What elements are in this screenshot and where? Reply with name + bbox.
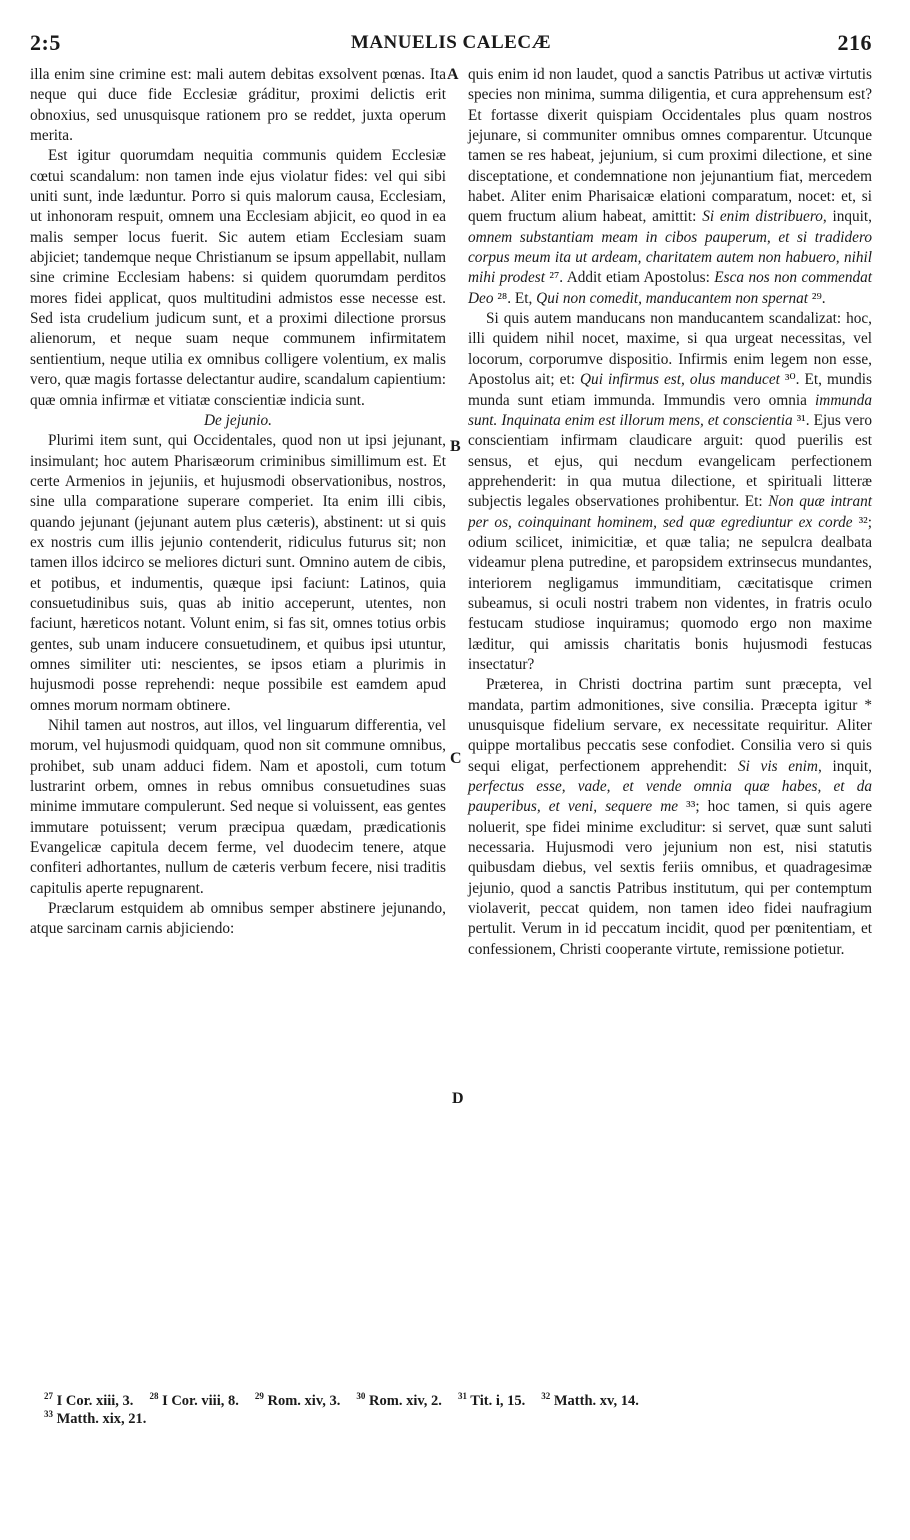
- footnote: [458, 1393, 525, 1409]
- footnote-number: 30: [356, 1391, 366, 1402]
- section-heading: De jejunio.: [204, 411, 272, 429]
- text-run: ²⁷. Addit etiam Apostolus:: [544, 269, 715, 287]
- footnote-number: 33: [44, 1409, 53, 1420]
- margin-marker-a: A: [447, 66, 459, 83]
- scripture-quote: Si vis enim: [737, 757, 818, 775]
- footnote: [44, 1393, 133, 1409]
- margin-marker-b: B: [450, 438, 461, 455]
- paragraph: Plurimi item sunt, qui Occidentales, quod non ut ipsi jejunant, insimulant; hoc autem Pharisæorum criminibus simillimum est. Et certe Armenios in jejuniis, et hujusmodi observationibus, nostros, sine ulla comparatione superare comperiet. Ita enim illi cibis, quando jejunant (jejunant autem plus cæteris), abstinent: ut si quis ex nostris cum illis jejunio contenderit, ridiculus futurus sit; non tamen illos idcirco se meliores dicturi sunt. Omnino autem de cibis, et potibus, et indumentis, quæque ipsi faciunt: Latinos, quia consuetudinibus suis, quas ab initio acceperunt, utentes, non faciunt, hæreticos notant. Volunt enim, si fas sit, omnes totius orbis gentes, sub unam inducere consuetudinem, et quibus ipsi utuntur, omnes similiter uti: nescientes, se ipsos etiam a plurimis in hujusmodi posse reprehendi: neque possibile est eamdem apud omnes morum normam obtinere.: [30, 432, 446, 714]
- footnote-reference: Rom. xiv, 2.: [365, 1393, 442, 1409]
- paragraph: Nihil tamen aut nostros, aut illos, vel linguarum differentia, vel morum, vel hujusmodi quidquam, quod non sit commune omnibus, prohibet, sub unam adduci fidem. Nam et apostoli, cum totum lustrarint orbem, omnes in rebus omnibus consuetudines suas minime immutare compulerunt. Sed neque si voluissent, eas gentes immutare potuissent; verum præcipua quædam, prædicationis Evangelicæ capitula decem ferme, vel duodecim tenere, atque confiteri adhortantes, nullum de cæteris verbum fecere, nisi traditis capitulis aperte repugnarent.: [30, 717, 446, 897]
- footnote-reference: Matth. xix, 21.: [53, 1411, 147, 1427]
- text-run: , inquit,: [817, 757, 872, 775]
- footnote: [356, 1393, 442, 1409]
- running-header: [30, 30, 872, 60]
- footnote-line-2: [44, 1410, 880, 1428]
- footnote-number: 28: [149, 1391, 159, 1402]
- footnotes: [44, 1392, 880, 1428]
- left-text-column: [30, 65, 446, 940]
- paragraph: Est igitur quorumdam nequitia communis quidem Ecclesiæ cœtui scandalum: non tamen inde ejus violatur fides: vel qui sibi uniti sunt, inde læduntur. Porro si quis malorum causa, Ecclesiam, ut inhonoram respuit, omnem una Ecclesiam abjicit, eo quod in ea malis semper locus fuerit. Sic autem etiam Ecclesiam suam abjiciet; tandemque neque Christianum se ipsum appellabit, nullam sine crimine Ecclesiam habens: si quidem quorumdam perditos mores fidei applicat, quos multitudini admistos esse necesse est. Sed ista crudelium judicum sunt, et a proximi dilectione prorsus alienorum, et neque suam neque communem infirmitatem sentientium, neque utilia ex omnibus colligere volentium, ex malis vero, quæ magis fortasse delectantur audire, scandalum capientium: quæ omnia infirmæ et vitiatæ conscientiæ indicia sunt.: [30, 147, 446, 409]
- text-run: ³⁰. Et, mundis munda sunt etiam immunda. Immundis vero omnia: [468, 371, 873, 409]
- footnote-reference: Tit. i, 15.: [466, 1393, 526, 1409]
- scripture-quote: Esca nos non commendat Deo: [468, 269, 873, 307]
- text-run: ³²; odium scilicet, inimicitiæ, et quæ talia; ne sepulcra dealbata videamur plena putredine, et paropsidem extrinsecus mundantes, interiorem negligamus immunditiam, cæcitatisque crimen subeamus, si oculi nostri trabem non videntes, in fratris oculo festucam studiose inquiramus; quomodo ergo non maxime læditur, qui amissis charitatis bonis hujusmodi festucas insectatur?: [468, 513, 872, 673]
- scripture-quote: perfectus esse, vade, et vende omnia quæ habes, et da pauperibus, et veni, sequere me: [468, 778, 872, 816]
- scripture-quote: Non quæ intrant per os, coinquinant hominem, sed quæ egrediuntur ex corde: [468, 493, 872, 531]
- footnote-separator: [30, 1384, 872, 1385]
- page-number-right: 216: [837, 30, 872, 55]
- text-run: Si quis autem manducans non manducantem scandalizat: hoc, illi quidem nihil nocet, maxime, si qua urgeat necessitas, vel locorum, corporumve dispositio. Infirmis enim legem non esse, Apostolus ait; et:: [468, 310, 872, 389]
- footnote: [255, 1393, 341, 1409]
- footnote-reference: Matth. xv, 14.: [550, 1393, 639, 1409]
- text-run: , inquit,: [822, 208, 873, 226]
- footnote-reference: I Cor. xiii, 3.: [53, 1393, 134, 1409]
- text-run: ³³; hoc tamen, si quis agere noluerit, spe fidei minime excluditur: si servet, quæ sunt saluti necessaria. Hujusmodi vero jejunium non est, nisi statutis quibusdam diebus, vel sextis feriis omnibus, et quadragesimæ jejunio, quod a sanctis Patribus institutum, qui per contemptum violaverit, peccat quidem, non tamen ideo fidei naufragium pertulit. Verum in id peccatum incidit, quod per pœnitentiam, et confessionem, Christi cooperante virtute, remissione potietur.: [468, 798, 873, 958]
- scripture-quote: immunda sunt. Inquinata enim est illorum mens, et conscientia: [468, 391, 872, 429]
- paragraph: [468, 675, 872, 960]
- text-run: Præterea, in Christi doctrina partim sunt præcepta, vel mandata, partim admonitiones, sive consilia. Præcepta igitur * unusquisque fidelium servare, ex necessitate requiritur. Aliter quippe mortalibus peccatis sese confodiet. Consilia vero si quis sequi eligat, perfectionem apprehendit:: [468, 676, 872, 775]
- margin-marker-d: D: [452, 1090, 464, 1107]
- paragraph: Præclarum estquidem ab omnibus semper abstinere jejunando, atque sarcinam carnis abjiciendo:: [30, 900, 446, 938]
- paragraph: [468, 65, 872, 309]
- paragraph: illa enim sine crimine est: mali autem debitas exsolvent pœnas. Ita neque qui duce fide Ecclesiæ gráditur, proximi delictis erit obnoxius, sed unusquisque rationem pro se reddet, juxta operum merita.: [30, 66, 446, 145]
- footnote-number: 29: [254, 1391, 264, 1402]
- footnote-line-1: [44, 1392, 880, 1410]
- footnote-reference: Rom. xiv, 3.: [263, 1393, 341, 1409]
- footnote: [541, 1393, 639, 1409]
- text-run: quis enim id non laudet, quod a sanctis Patribus ut activæ virtutis species non minima, summa diligentia, et cura apprehensum est? Et fortasse dixerit quispiam Occidentales plus quam nostros jejunare, si communiter omnibus omnes comparentur. Utcunque tamen se res habeat, jejunium, si cum proximi dilectione, et sine disceptatione, et condemnatione non jejunantium fiat, mercedem habet. Aliter enim Pharisaicæ elationi comparatum, nocet: et, si quem fructum alium habeat, amittit:: [468, 66, 872, 226]
- footnote-number: 31: [457, 1391, 467, 1402]
- scripture-quote: Qui non comedit, manducantem non spernat: [536, 289, 809, 307]
- running-title: MANUELIS CALECÆ: [350, 32, 552, 53]
- text-run: ²⁹.: [808, 289, 826, 307]
- scripture-quote: Qui infirmus est, olus manducet: [580, 371, 780, 389]
- footnote-number: 32: [541, 1391, 551, 1402]
- page-number-left: 2:5: [30, 30, 61, 55]
- text-run: ³¹. Ejus vero conscientiam infirmam claudicare arguit: quod puerilis est sensus, et ejus, qui necdum evangelicam perfectionem apprehenderit: in qua mutua dilectione, et spirituali litteræ subjectis legales observationes prohibentur. Et:: [468, 411, 872, 511]
- right-text-column: [468, 65, 872, 960]
- footnote: [149, 1393, 238, 1409]
- footnote-number: 27: [44, 1391, 53, 1402]
- footnote: [44, 1411, 146, 1427]
- text-run: ²⁸. Et,: [493, 289, 537, 307]
- margin-marker-c: C: [450, 750, 462, 767]
- paragraph: [468, 309, 872, 675]
- scripture-quote: Si enim distribuero: [702, 208, 823, 226]
- scripture-quote: omnem substantiam meam in cibos pauperum, et si tradidero corpus meum ita ut ardeam, charitatem autem non habuero, nihil mihi prodest: [468, 228, 872, 287]
- footnote-reference: I Cor. viii, 8.: [158, 1393, 239, 1409]
